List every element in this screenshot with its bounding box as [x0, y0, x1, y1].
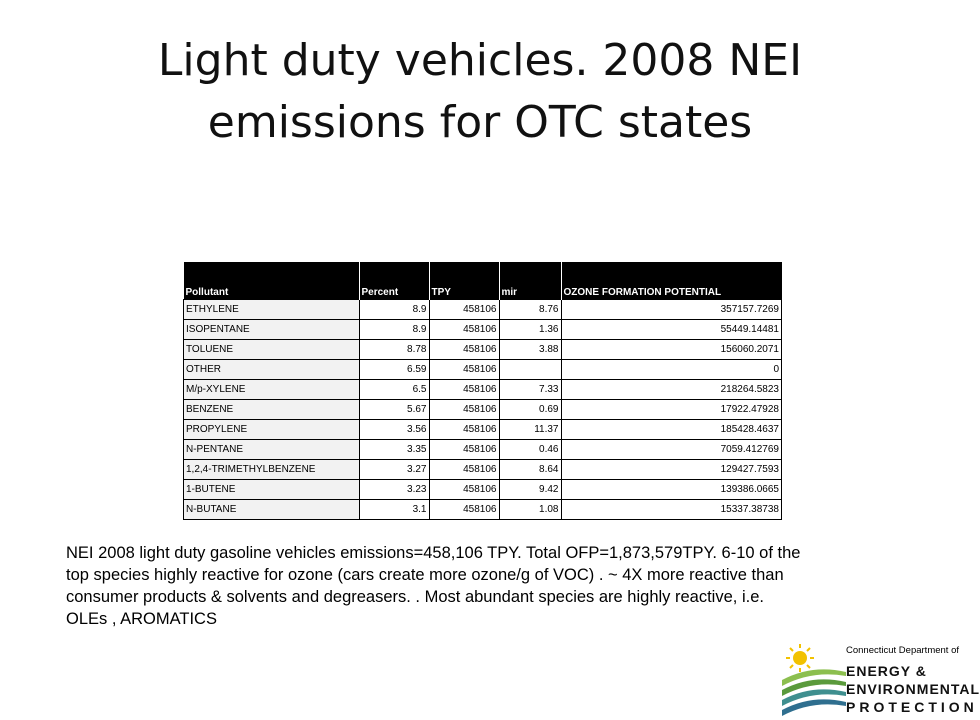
table-row [184, 400, 782, 420]
cell-tpy: 458106 [429, 420, 499, 440]
cell-percent: 8.78 [359, 340, 429, 360]
cell-percent: 3.56 [359, 420, 429, 440]
cell-pollutant: M/p-XYLENE [184, 380, 360, 400]
cell-percent: 5.67 [359, 400, 429, 420]
cell-tpy: 458106 [429, 460, 499, 480]
cell-ozone-formation-potential: 7059.412769 [561, 440, 782, 460]
cell-ozone-formation-potential: 17922.47928 [561, 400, 782, 420]
cell-mir: 0.69 [499, 400, 561, 420]
cell-percent: 3.35 [359, 440, 429, 460]
cell-percent: 8.9 [359, 320, 429, 340]
cell-mir: 8.64 [499, 460, 561, 480]
emissions-table [183, 262, 782, 520]
ct-deep-logo [782, 636, 980, 720]
cell-tpy: 458106 [429, 320, 499, 340]
table-row [184, 420, 782, 440]
slide-title-line-2: emissions for OTC states [207, 97, 753, 148]
cell-percent: 3.23 [359, 480, 429, 500]
slide-title-line-1: Light duty vehicles. 2008 NEI [157, 35, 803, 86]
logo-line-environmental: ENVIRONMENTAL [846, 681, 980, 697]
logo-line-energy: ENERGY & [846, 663, 927, 679]
cell-tpy: 458106 [429, 400, 499, 420]
cell-tpy: 458106 [429, 480, 499, 500]
cell-pollutant: N-BUTANE [184, 500, 360, 520]
cell-tpy: 458106 [429, 300, 499, 320]
cell-tpy: 458106 [429, 340, 499, 360]
cell-mir: 0.46 [499, 440, 561, 460]
table-body [184, 300, 782, 520]
header-mir: mir [499, 262, 561, 300]
cell-mir: 8.76 [499, 300, 561, 320]
table-row [184, 500, 782, 520]
cell-pollutant: PROPYLENE [184, 420, 360, 440]
table-row [184, 460, 782, 480]
slide-title [40, 30, 920, 154]
cell-tpy: 458106 [429, 380, 499, 400]
table-row [184, 360, 782, 380]
cell-pollutant: TOLUENE [184, 340, 360, 360]
cell-ozone-formation-potential: 156060.2071 [561, 340, 782, 360]
header-tpy: TPY [429, 262, 499, 300]
logo-department-text: Connecticut Department of [846, 645, 960, 656]
header-pollutant: Pollutant [184, 262, 360, 300]
table-row [184, 380, 782, 400]
header-percent: Percent [359, 262, 429, 300]
cell-pollutant: N-PENTANE [184, 440, 360, 460]
cell-percent: 8.9 [359, 300, 429, 320]
table-row [184, 480, 782, 500]
cell-percent: 3.1 [359, 500, 429, 520]
cell-tpy: 458106 [429, 440, 499, 460]
table-row [184, 320, 782, 340]
cell-ozone-formation-potential: 55449.14481 [561, 320, 782, 340]
summary-note: NEI 2008 light duty gasoline vehicles emissions=458,106 TPY. Total OFP=1,873,579TPY. 6-10 of the top species highly reactive for ozone (cars create more ozone/g of VOC) . ~ 4X more reactive than consumer products & solvents and degreasers. . Most abundant species are highly reactive, i.e. OLEs , AROMATICS [66, 544, 801, 628]
table-header-row [184, 262, 782, 300]
header-ozone-formation-potential: OZONE FORMATION POTENTIAL [561, 262, 782, 300]
cell-percent: 3.27 [359, 460, 429, 480]
cell-mir: 11.37 [499, 420, 561, 440]
cell-mir: 3.88 [499, 340, 561, 360]
cell-ozone-formation-potential: 218264.5823 [561, 380, 782, 400]
logo-line-protection: PROTECTION [846, 699, 978, 715]
table-row [184, 340, 782, 360]
sun-landscape-icon [782, 636, 846, 720]
cell-ozone-formation-potential: 0 [561, 360, 782, 380]
table-row [184, 440, 782, 460]
cell-ozone-formation-potential: 357157.7269 [561, 300, 782, 320]
cell-pollutant: 1,2,4-TRIMETHYLBENZENE [184, 460, 360, 480]
cell-mir [499, 360, 561, 380]
cell-tpy: 458106 [429, 360, 499, 380]
cell-pollutant: OTHER [184, 360, 360, 380]
cell-percent: 6.59 [359, 360, 429, 380]
cell-mir: 1.36 [499, 320, 561, 340]
cell-ozone-formation-potential: 129427.7593 [561, 460, 782, 480]
cell-tpy: 458106 [429, 500, 499, 520]
cell-pollutant: BENZENE [184, 400, 360, 420]
cell-pollutant: ISOPENTANE [184, 320, 360, 340]
cell-ozone-formation-potential: 139386.0665 [561, 480, 782, 500]
cell-ozone-formation-potential: 185428.4637 [561, 420, 782, 440]
cell-pollutant: ETHYLENE [184, 300, 360, 320]
cell-mir: 1.08 [499, 500, 561, 520]
cell-ozone-formation-potential: 15337.38738 [561, 500, 782, 520]
cell-pollutant: 1-BUTENE [184, 480, 360, 500]
table-row [184, 300, 782, 320]
cell-mir: 7.33 [499, 380, 561, 400]
cell-percent: 6.5 [359, 380, 429, 400]
cell-mir: 9.42 [499, 480, 561, 500]
